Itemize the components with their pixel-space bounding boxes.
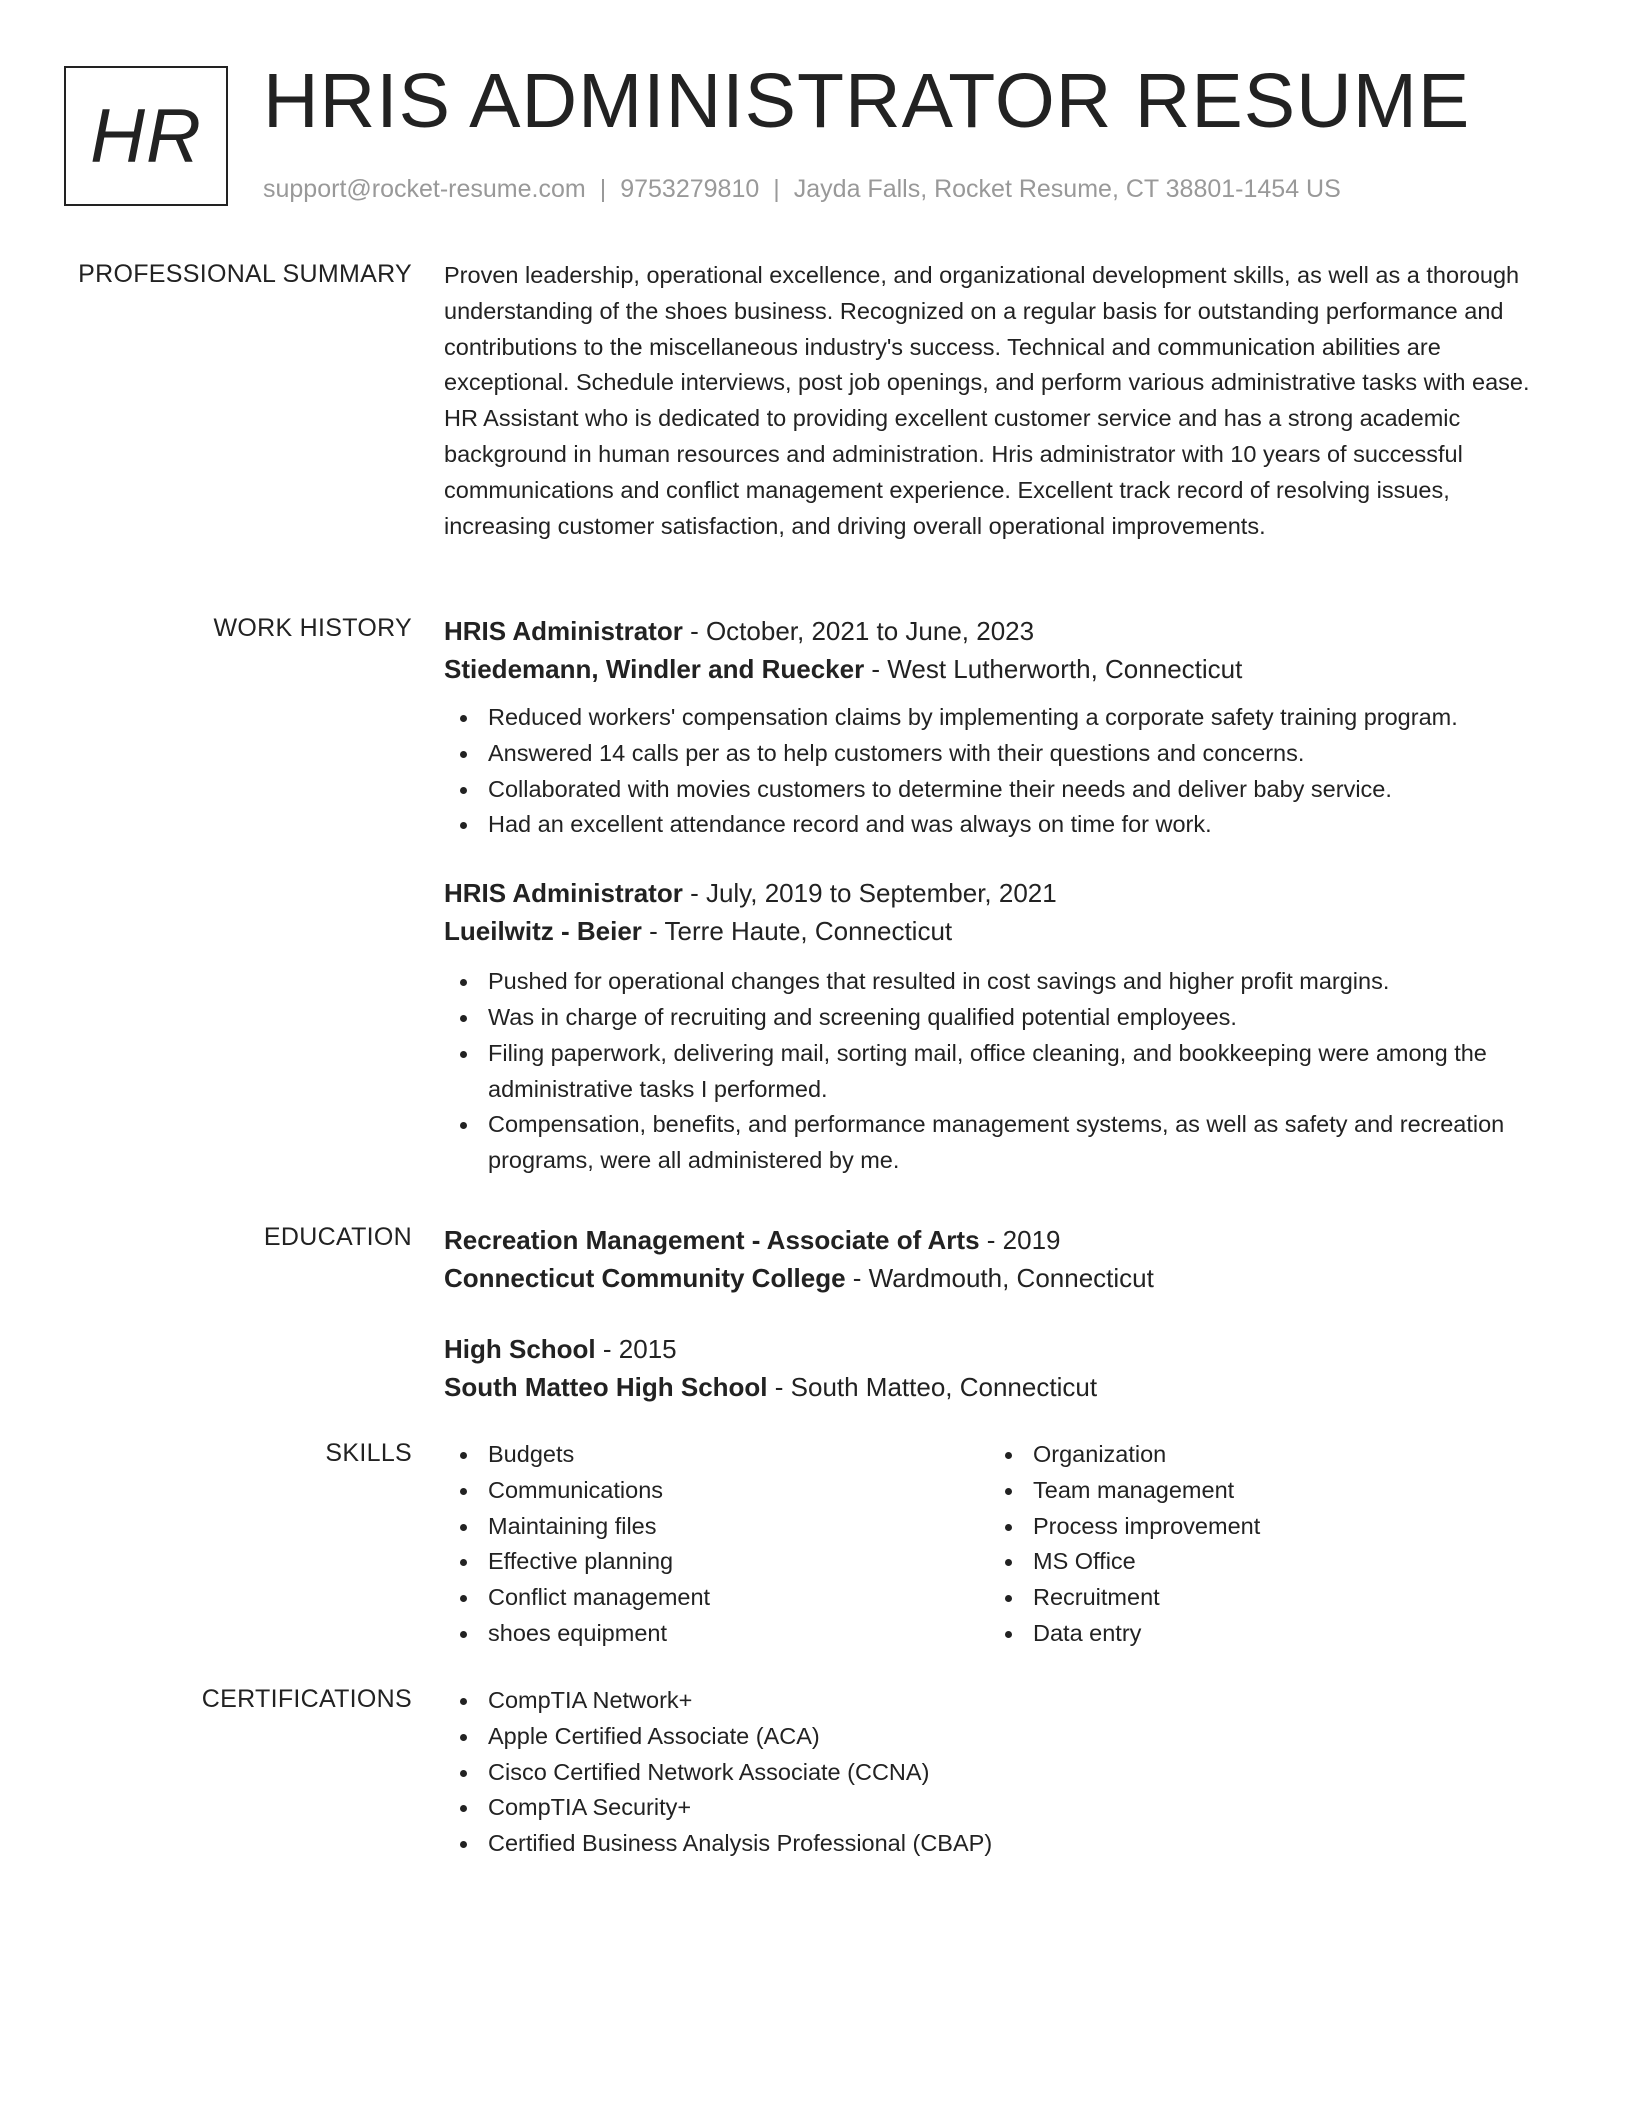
list-item: Filing paperwork, delivering mail, sorting mail, office cleaning, and bookkeeping were among the administrative tasks I performed. [444, 1036, 1560, 1108]
education-location: - Wardmouth, Connecticut [845, 1263, 1154, 1293]
list-item: Effective planning [444, 1544, 984, 1580]
list-item: Collaborated with movies customers to determine their needs and deliver baby service. [444, 772, 1560, 808]
job-company: Lueilwitz - Beier [444, 916, 642, 947]
list-item: Recruitment [989, 1580, 1529, 1616]
job-title: HRIS Administrator [444, 878, 683, 909]
list-item: Communications [444, 1473, 984, 1509]
education-entry [444, 1221, 1560, 1297]
list-item: Cisco Certified Network Associate (CCNA) [444, 1755, 1560, 1791]
education-year: - 2015 [595, 1334, 677, 1364]
education-location: - South Matteo, Connecticut [767, 1372, 1098, 1402]
list-item: CompTIA Security+ [444, 1790, 1560, 1826]
section-label-skills: SKILLS [325, 1439, 412, 1467]
job-company: Stiedemann, Windler and Ruecker [444, 654, 865, 684]
contact-address: Jayda Falls, Rocket Resume, CT 38801-1454 US [793, 175, 1341, 203]
list-item: Data entry [989, 1616, 1529, 1652]
contact-separator: | [773, 175, 780, 203]
list-item: Was in charge of recruiting and screening qualified potential employees. [444, 1000, 1560, 1036]
job-title-line [444, 874, 1560, 912]
education-school: Connecticut Community College [444, 1263, 846, 1293]
job-entry [444, 612, 1560, 843]
education-school-line [444, 1368, 1560, 1406]
list-item: CompTIA Network+ [444, 1683, 1560, 1719]
job-company-line [444, 912, 1560, 950]
monogram-logo: HR [64, 66, 228, 206]
section-label-summary: PROFESSIONAL SUMMARY [78, 260, 412, 288]
list-item: Reduced workers' compensation claims by implementing a corporate safety training program. [444, 700, 1560, 736]
certifications-list [444, 1683, 1560, 1862]
section-label-education: EDUCATION [263, 1223, 412, 1251]
skills-list-right [989, 1437, 1529, 1652]
job-dates: - October, 2021 to June, 2023 [682, 616, 1035, 646]
job-dates: - July, 2019 to September, 2021 [682, 878, 1057, 909]
job-bullets [444, 964, 1560, 1179]
education-content [444, 1221, 1560, 1406]
education-degree-line [444, 1330, 1560, 1368]
education-school: South Matteo High School [444, 1372, 768, 1402]
education-school-line [444, 1259, 1560, 1297]
job-location: - Terre Haute, Connecticut [641, 916, 953, 947]
job-bullets [444, 700, 1560, 843]
job-company-line [444, 650, 1560, 688]
list-item: Process improvement [989, 1509, 1529, 1545]
section-label-work-history: WORK HISTORY [213, 614, 412, 642]
list-item: MS Office [989, 1544, 1529, 1580]
job-location: - West Lutherworth, Connecticut [864, 654, 1243, 684]
job-title-line [444, 612, 1560, 650]
contact-line [263, 174, 1341, 204]
resume-title: HRIS ADMINISTRATOR RESUME [263, 58, 1471, 144]
education-degree: High School [444, 1334, 596, 1364]
job-entry [444, 874, 1560, 1179]
list-item: Budgets [444, 1437, 984, 1473]
work-history-content [444, 612, 1560, 1179]
education-entry [444, 1330, 1560, 1406]
list-item: Had an excellent attendance record and was always on time for work. [444, 807, 1560, 843]
summary-content [444, 258, 1560, 544]
education-degree: Recreation Management - Associate of Arts [444, 1225, 980, 1255]
skills-list-left [444, 1437, 984, 1652]
list-item: Team management [989, 1473, 1529, 1509]
list-item: Answered 14 calls per as to help customers with their questions and concerns. [444, 736, 1560, 772]
list-item: Compensation, benefits, and performance management systems, as well as safety and recreation programs, were all administered by me. [444, 1107, 1560, 1179]
education-year: - 2019 [979, 1225, 1061, 1255]
education-degree-line [444, 1221, 1560, 1259]
list-item: Apple Certified Associate (ACA) [444, 1719, 1560, 1755]
contact-email[interactable]: support@rocket-resume.com [263, 175, 586, 203]
section-label-certifications: CERTIFICATIONS [201, 1685, 412, 1713]
list-item: Certified Business Analysis Professional (CBAP) [444, 1826, 1560, 1862]
job-title: HRIS Administrator [444, 616, 683, 646]
list-item: Conflict management [444, 1580, 984, 1616]
list-item: shoes equipment [444, 1616, 984, 1652]
list-item: Organization [989, 1437, 1529, 1473]
list-item: Pushed for operational changes that resulted in cost savings and higher profit margins. [444, 964, 1560, 1000]
contact-separator: | [599, 175, 607, 203]
list-item: Maintaining files [444, 1509, 984, 1545]
contact-phone[interactable]: 9753279810 [620, 175, 760, 203]
summary-text: Proven leadership, operational excellence, and organizational development skills, as well as a thorough understanding of the shoes business. Recognized on a regular basis for outstanding performance and contributions to the miscellaneous industry's success. Technical and communication abilities are exceptional. Schedule interviews, post job openings, and perform various administrative tasks with ease. HR Assistant who is dedicated to providing excellent customer service and has a strong academic background in human resources and administration. Hris administrator with 10 years of successful communications and conflict management experience. Excellent track record of resolving issues, increasing customer satisfaction, and driving overall operational improvements. [444, 262, 1530, 539]
certifications-content [444, 1683, 1560, 1862]
